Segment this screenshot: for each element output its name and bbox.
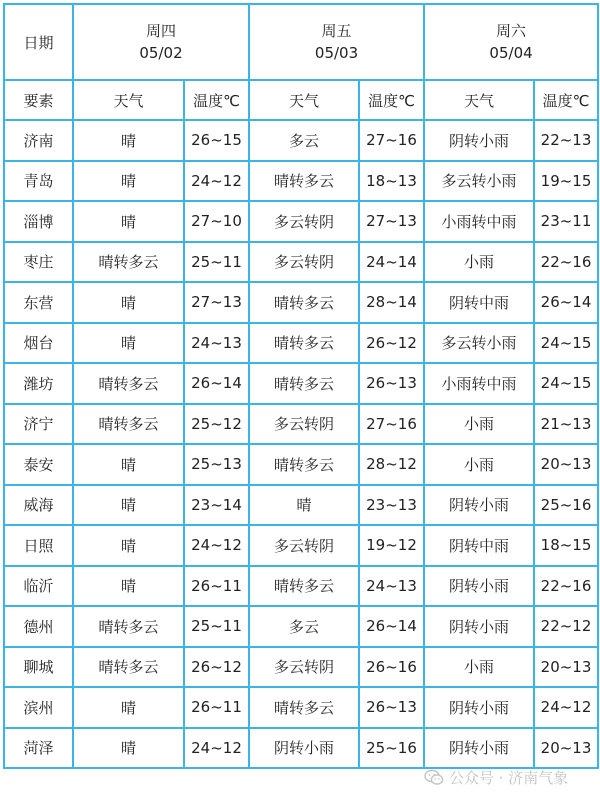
weather-cell: 晴转多云 (73, 363, 184, 404)
temperature-cell: 26~14 (534, 282, 598, 323)
temperature-cell: 23~14 (184, 485, 249, 526)
temperature-cell: 24~15 (534, 323, 598, 364)
temperature-cell: 22~16 (534, 242, 598, 283)
weather-cell: 多云转小雨 (424, 161, 534, 202)
table-row (4, 606, 598, 647)
table-row (4, 282, 598, 323)
table-row (4, 647, 598, 688)
weather-column-header: 天气 (424, 80, 534, 120)
watermark (424, 766, 568, 788)
weather-cell: 晴转多云 (249, 282, 359, 323)
weather-cell: 阴转小雨 (424, 606, 534, 647)
table-row (4, 728, 598, 769)
temperature-cell: 26~12 (359, 323, 424, 364)
day-header-thursday (73, 4, 249, 80)
city-cell: 德州 (4, 606, 73, 647)
weather-cell: 阴转小雨 (424, 728, 534, 769)
weather-cell: 多云转阴 (249, 201, 359, 242)
temperature-cell: 27~13 (184, 282, 249, 323)
weather-cell: 晴 (73, 323, 184, 364)
temperature-cell: 26~13 (359, 687, 424, 728)
table-row (4, 444, 598, 485)
weather-cell: 晴转多云 (249, 323, 359, 364)
temperature-cell: 23~13 (359, 485, 424, 526)
weather-cell: 晴转多云 (73, 404, 184, 445)
city-cell: 东营 (4, 282, 73, 323)
temperature-column-header: 温度℃ (184, 80, 249, 120)
city-cell: 济宁 (4, 404, 73, 445)
temperature-cell: 25~11 (184, 606, 249, 647)
weather-cell: 晴 (73, 566, 184, 607)
weather-cell: 阴转小雨 (424, 566, 534, 607)
temperature-cell: 24~14 (359, 242, 424, 283)
temperature-cell: 20~13 (534, 647, 598, 688)
weather-cell: 多云转阴 (249, 647, 359, 688)
weather-cell: 晴 (73, 728, 184, 769)
day-name: 周五 (321, 22, 352, 40)
city-cell: 临沂 (4, 566, 73, 607)
watermark-text: 公众号 · 济南气象 (449, 768, 569, 787)
table-body (4, 4, 598, 768)
day-header-saturday (424, 4, 598, 80)
weather-cell: 晴 (73, 525, 184, 566)
temperature-cell: 26~11 (184, 566, 249, 607)
weather-cell: 小雨 (424, 647, 534, 688)
element-header-cell: 要素 (4, 80, 73, 120)
city-cell: 淄博 (4, 201, 73, 242)
city-cell: 滨州 (4, 687, 73, 728)
temperature-cell: 21~13 (534, 404, 598, 445)
temperature-cell: 26~14 (184, 363, 249, 404)
weather-cell: 多云转阴 (249, 404, 359, 445)
weather-cell: 晴转多云 (73, 606, 184, 647)
weather-cell: 多云转阴 (249, 242, 359, 283)
temperature-cell: 24~12 (184, 525, 249, 566)
weather-cell: 晴 (249, 485, 359, 526)
weather-cell: 阴转小雨 (249, 728, 359, 769)
temperature-column-header: 温度℃ (359, 80, 424, 120)
weather-cell: 晴转多云 (249, 566, 359, 607)
temperature-cell: 27~10 (184, 201, 249, 242)
table-row (4, 201, 598, 242)
temperature-cell: 26~13 (359, 363, 424, 404)
weather-cell: 阴转小雨 (424, 687, 534, 728)
table-row (4, 161, 598, 202)
city-cell: 烟台 (4, 323, 73, 364)
temperature-cell: 20~13 (534, 728, 598, 769)
table-row (4, 242, 598, 283)
wechat-icon (424, 769, 444, 786)
temperature-cell: 26~12 (184, 647, 249, 688)
weather-cell: 阴转中雨 (424, 282, 534, 323)
weather-cell: 晴转多云 (73, 647, 184, 688)
weather-cell: 晴转多云 (249, 444, 359, 485)
temperature-cell: 22~12 (534, 606, 598, 647)
temperature-cell: 22~13 (534, 120, 598, 161)
weather-cell: 晴 (73, 120, 184, 161)
temperature-cell: 19~15 (534, 161, 598, 202)
temperature-cell: 26~16 (359, 647, 424, 688)
weather-cell: 小雨 (424, 242, 534, 283)
city-cell: 济南 (4, 120, 73, 161)
table-row (4, 566, 598, 607)
weather-cell: 多云 (249, 120, 359, 161)
weather-cell: 多云转阴 (249, 525, 359, 566)
temperature-cell: 26~11 (184, 687, 249, 728)
city-cell: 聊城 (4, 647, 73, 688)
temperature-cell: 24~15 (534, 363, 598, 404)
weather-cell: 晴转多云 (249, 687, 359, 728)
temperature-cell: 24~13 (184, 323, 249, 364)
temperature-cell: 26~15 (184, 120, 249, 161)
table-row (4, 363, 598, 404)
weather-cell: 晴 (73, 444, 184, 485)
weather-cell: 多云转小雨 (424, 323, 534, 364)
temperature-cell: 25~16 (534, 485, 598, 526)
weather-cell: 小雨转中雨 (424, 363, 534, 404)
table-row (4, 120, 598, 161)
temperature-cell: 27~16 (359, 404, 424, 445)
temperature-cell: 20~13 (534, 444, 598, 485)
weather-cell: 小雨 (424, 444, 534, 485)
weather-forecast-table (3, 3, 599, 769)
weather-cell: 小雨 (424, 404, 534, 445)
city-cell: 泰安 (4, 444, 73, 485)
city-cell: 日照 (4, 525, 73, 566)
temperature-cell: 25~16 (359, 728, 424, 769)
temperature-cell: 23~11 (534, 201, 598, 242)
city-cell: 枣庄 (4, 242, 73, 283)
weather-cell: 晴 (73, 282, 184, 323)
date-header-cell: 日期 (4, 4, 73, 80)
city-cell: 威海 (4, 485, 73, 526)
temperature-column-header: 温度℃ (534, 80, 598, 120)
weather-cell: 晴转多云 (249, 363, 359, 404)
weather-cell: 晴转多云 (73, 242, 184, 283)
temperature-cell: 18~13 (359, 161, 424, 202)
weather-column-header: 天气 (249, 80, 359, 120)
temperature-cell: 24~12 (184, 161, 249, 202)
day-name: 周四 (146, 22, 177, 40)
temperature-cell: 25~11 (184, 242, 249, 283)
temperature-cell: 19~12 (359, 525, 424, 566)
weather-cell: 晴 (73, 161, 184, 202)
temperature-cell: 24~12 (534, 687, 598, 728)
city-cell: 潍坊 (4, 363, 73, 404)
temperature-cell: 26~14 (359, 606, 424, 647)
weather-cell: 晴 (73, 485, 184, 526)
temperature-cell: 24~12 (184, 728, 249, 769)
weather-column-header: 天气 (73, 80, 184, 120)
element-header-row (4, 80, 598, 120)
temperature-cell: 25~12 (184, 404, 249, 445)
table-row (4, 404, 598, 445)
table-row (4, 485, 598, 526)
weather-cell: 晴 (73, 201, 184, 242)
table-row (4, 525, 598, 566)
day-date: 05/04 (489, 44, 533, 62)
weather-cell: 阴转中雨 (424, 525, 534, 566)
day-name: 周六 (496, 22, 527, 40)
weather-cell: 晴 (73, 687, 184, 728)
table-row (4, 687, 598, 728)
weather-cell: 阴转小雨 (424, 120, 534, 161)
temperature-cell: 25~13 (184, 444, 249, 485)
weather-cell: 多云 (249, 606, 359, 647)
day-header-row (4, 4, 598, 80)
temperature-cell: 28~14 (359, 282, 424, 323)
city-cell: 青岛 (4, 161, 73, 202)
temperature-cell: 28~12 (359, 444, 424, 485)
day-date: 05/03 (314, 44, 359, 62)
temperature-cell: 27~13 (359, 201, 424, 242)
weather-cell: 晴转多云 (249, 161, 359, 202)
weather-cell: 小雨转中雨 (424, 201, 534, 242)
city-cell: 菏泽 (4, 728, 73, 769)
day-date: 05/02 (139, 44, 183, 62)
weather-cell: 阴转小雨 (424, 485, 534, 526)
temperature-cell: 18~15 (534, 525, 598, 566)
day-header-friday (249, 4, 424, 80)
temperature-cell: 22~16 (534, 566, 598, 607)
table-row (4, 323, 598, 364)
temperature-cell: 27~16 (359, 120, 424, 161)
temperature-cell: 24~13 (359, 566, 424, 607)
